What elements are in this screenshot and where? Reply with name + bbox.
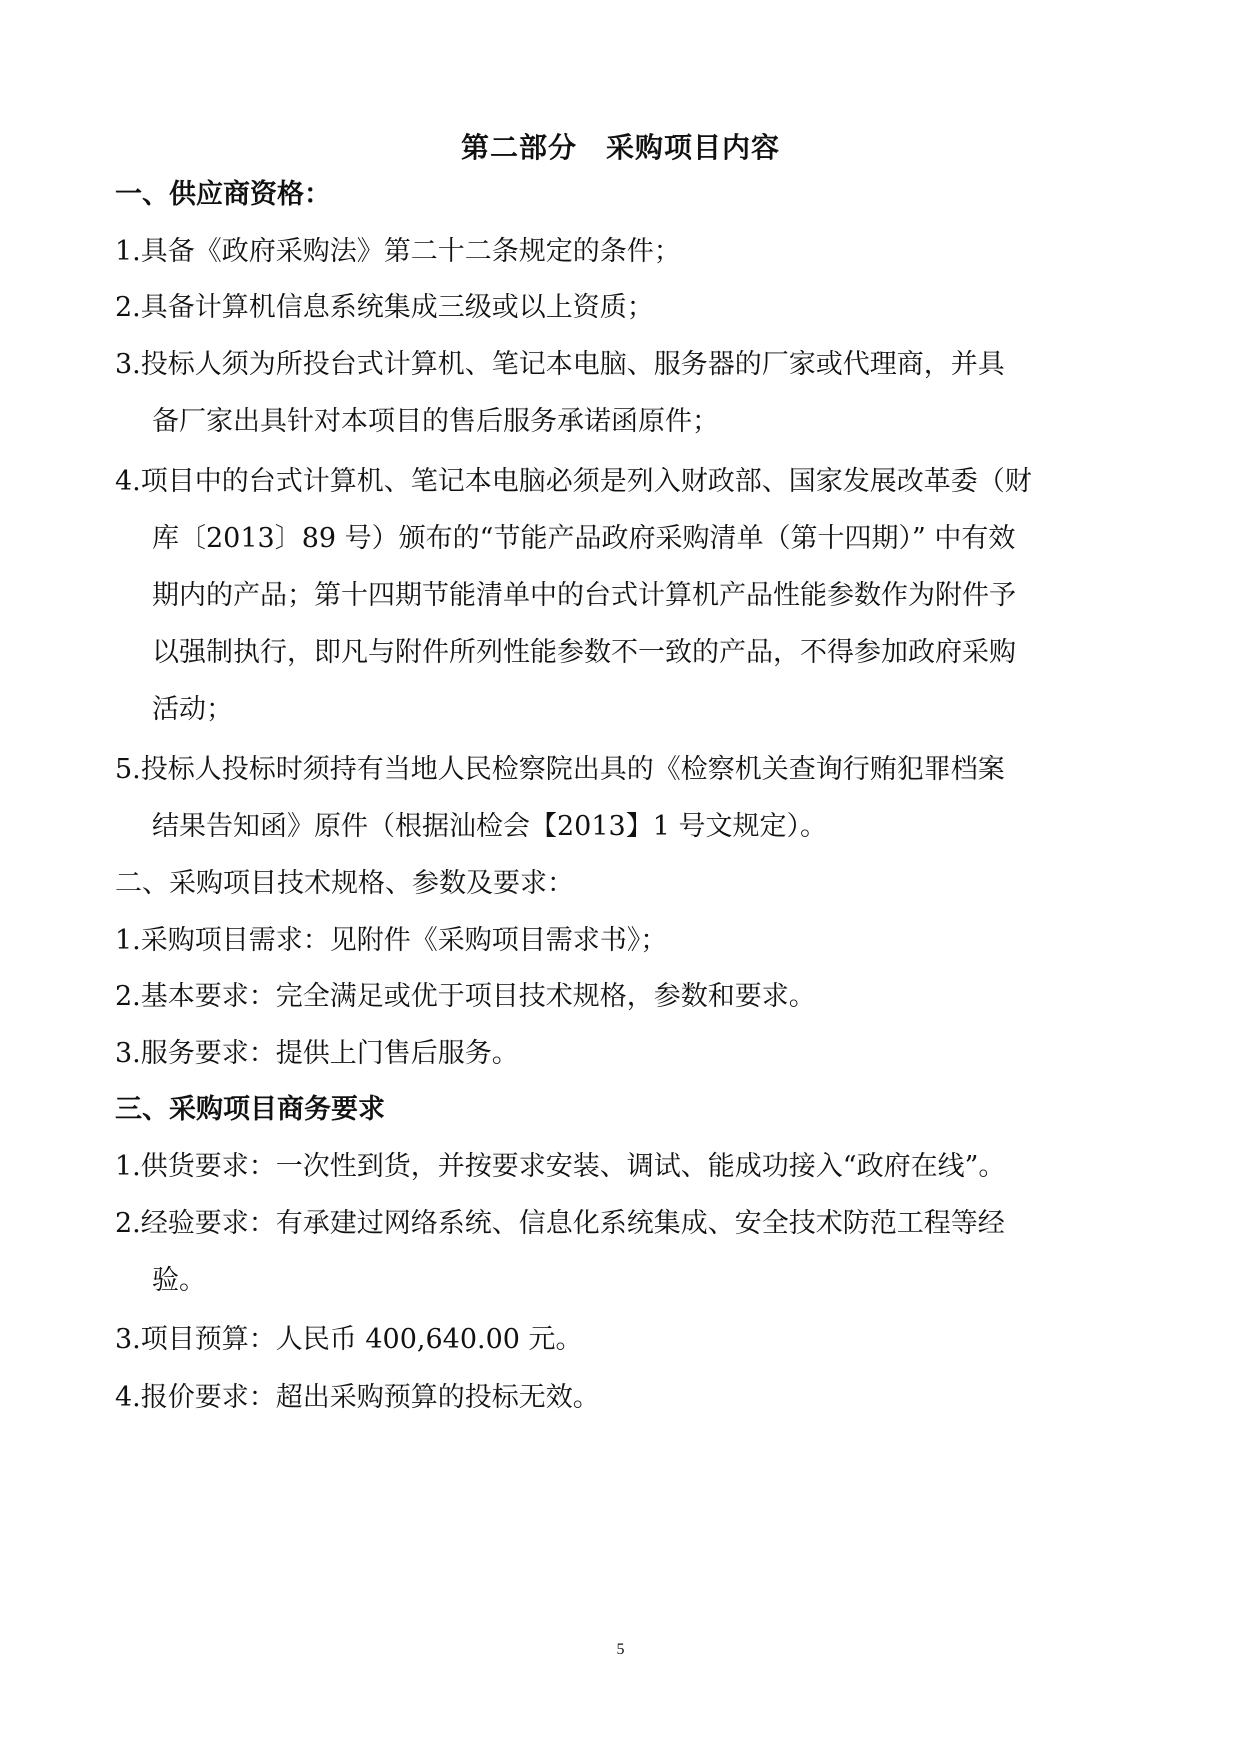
section-heading-supplier-qualification: 一、供应商资格： <box>115 179 331 210</box>
section-heading-business-requirements: 三、采购项目商务要求 <box>115 1094 385 1125</box>
page-title: 第二部分 采购项目内容 <box>460 131 780 164</box>
list-item: 3.投标人须为所投台式计算机、笔记本电脑、服务器的厂家或代理商，并具 <box>115 349 1005 380</box>
list-item: 1.采购项目需求：见附件《采购项目需求书》； <box>115 925 668 956</box>
list-item: 4.报价要求：超出采购预算的投标无效。 <box>115 1382 600 1413</box>
list-item: 4.项目中的台式计算机、笔记本电脑必须是列入财政部、国家发展改革委（财 <box>115 466 1032 497</box>
list-item: 2.经验要求：有承建过网络系统、信息化系统集成、安全技术防范工程等经 <box>115 1208 1005 1239</box>
list-item-continuation: 结果告知函》原件（根据汕检会【2013】1 号文规定）。 <box>152 811 827 842</box>
page-number: 5 <box>616 1641 625 1658</box>
list-item: 1.供货要求：一次性到货，并按要求安装、调试、能成功接入“政府在线”。 <box>115 1151 1006 1182</box>
list-item: 3.服务要求：提供上门售后服务。 <box>115 1038 519 1069</box>
list-item-continuation: 期内的产品；第十四期节能清单中的台式计算机产品性能参数作为附件予 <box>152 580 1016 611</box>
list-item: 2.基本要求：完全满足或优于项目技术规格，参数和要求。 <box>115 981 816 1012</box>
list-item-continuation: 活动； <box>152 694 233 725</box>
list-item: 5.投标人投标时须持有当地人民检察院出具的《检察机关查询行贿犯罪档案 <box>115 754 1005 785</box>
list-item-continuation: 备厂家出具针对本项目的售后服务承诺函原件； <box>152 406 719 437</box>
list-item: 3.项目预算：人民币 400,640.00 元。 <box>115 1324 583 1355</box>
list-item: 2.具备计算机信息系统集成三级或以上资质； <box>115 292 654 323</box>
section-heading-technical-specs: 二、采购项目技术规格、参数及要求： <box>115 868 574 899</box>
list-item-continuation: 以强制执行，即凡与附件所列性能参数不一致的产品，不得参加政府采购 <box>152 637 1016 668</box>
list-item-continuation: 验。 <box>152 1265 206 1296</box>
list-item-continuation: 库〔2013〕89 号）颁布的“节能产品政府采购清单（第十四期）” 中有效 <box>152 523 1016 554</box>
list-item: 1.具备《政府采购法》第二十二条规定的条件； <box>115 236 681 267</box>
